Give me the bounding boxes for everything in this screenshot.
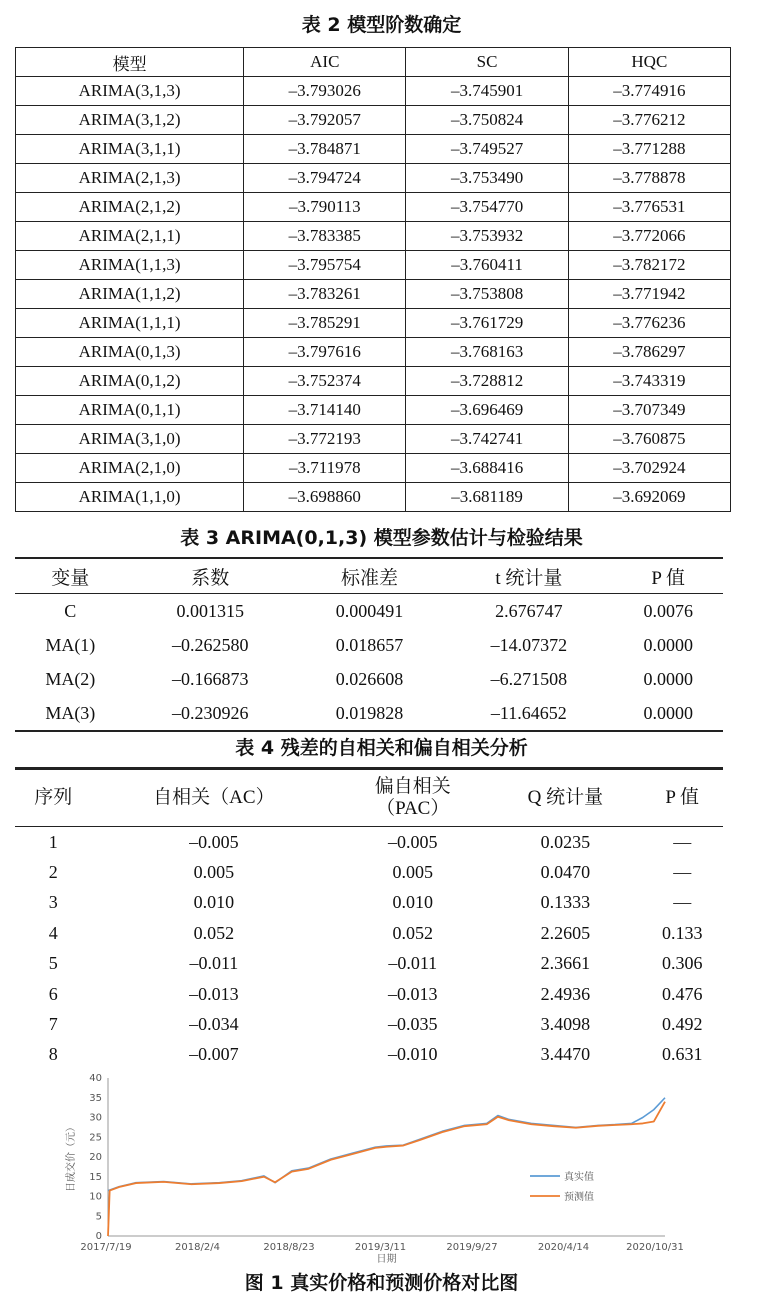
table2-cell: –3.790113 xyxy=(244,193,406,222)
table-row xyxy=(15,662,723,696)
y-tick-label: 10 xyxy=(89,1191,102,1203)
table4-cell: 1 xyxy=(48,831,58,852)
table4-cell: 0.0235 xyxy=(540,831,591,852)
table4-cell: 0.492 xyxy=(661,1014,703,1035)
table-row xyxy=(16,367,731,396)
table4-cell: 8 xyxy=(48,1044,58,1065)
table4-cell: 0.133 xyxy=(661,922,703,943)
table-row xyxy=(16,483,731,512)
table-row xyxy=(16,309,731,338)
table2-cell: ARIMA(0,1,2) xyxy=(16,367,244,396)
table2-cell: –3.785291 xyxy=(244,309,406,338)
table4-cell: 0.010 xyxy=(193,892,235,913)
table4-cell: — xyxy=(673,831,692,852)
table4-header-row xyxy=(15,769,723,827)
table4-header-cell: P 值 xyxy=(641,769,723,827)
table2-cell: –3.698860 xyxy=(244,483,406,512)
table4-cell: –0.007 xyxy=(189,1044,239,1065)
table-row xyxy=(16,193,731,222)
table-row xyxy=(16,425,731,454)
table4-cell: 2.2605 xyxy=(540,922,591,943)
table3-cell: 0.026608 xyxy=(335,668,404,689)
table2-cell: ARIMA(2,1,0) xyxy=(16,454,244,483)
table4-cell: 2 xyxy=(48,862,58,883)
table4-cell: 5 xyxy=(48,953,58,974)
table4-cell: 0.306 xyxy=(661,953,703,974)
table-row xyxy=(16,164,731,193)
table2-cell: –3.783261 xyxy=(244,280,406,309)
y-tick-label: 25 xyxy=(89,1132,102,1144)
table2-cell: –3.795754 xyxy=(244,251,406,280)
table2-cell: –3.714140 xyxy=(244,396,406,425)
table4-cell: 0.052 xyxy=(193,922,235,943)
y-tick-label: 0 xyxy=(95,1231,102,1242)
table2-cell: –3.776236 xyxy=(568,309,730,338)
table-row xyxy=(16,77,731,106)
table2-cell: –3.792057 xyxy=(244,106,406,135)
table2-cell: –3.794724 xyxy=(244,164,406,193)
table2-header-cell: AIC xyxy=(244,48,406,77)
x-tick-label: 2020/4/14 xyxy=(537,1242,590,1253)
table4-header-cell: 自相关（AC） xyxy=(92,769,337,827)
table2-cell: –3.745901 xyxy=(406,77,568,106)
table3-cell: –6.271508 xyxy=(490,668,568,689)
table-row xyxy=(15,918,723,948)
table-row xyxy=(16,338,731,367)
table4-cell: 0.1333 xyxy=(540,892,591,913)
table2-cell: –3.771288 xyxy=(568,135,730,164)
table2-cell: ARIMA(1,1,1) xyxy=(16,309,244,338)
table4-cell: 4 xyxy=(48,922,58,943)
table-row xyxy=(16,454,731,483)
y-tick-label: 35 xyxy=(89,1092,102,1104)
y-tick-label: 15 xyxy=(89,1171,102,1183)
x-tick-label: 2018/8/23 xyxy=(263,1242,315,1253)
table4-caption: 表 4 残差的自相关和偏自相关分析 xyxy=(235,737,528,759)
table4-residual-acf xyxy=(15,767,723,1070)
table2-cell: ARIMA(3,1,1) xyxy=(16,135,244,164)
y-tick-label: 40 xyxy=(89,1073,102,1084)
x-tick-label: 2019/3/11 xyxy=(354,1242,407,1253)
table2-cell: ARIMA(2,1,1) xyxy=(16,222,244,251)
table4-cell: 0.0470 xyxy=(540,862,591,883)
table3-cell: –0.230926 xyxy=(172,702,249,723)
table3-header-cell: 系数 xyxy=(126,558,295,594)
table2-cell: –3.753490 xyxy=(406,164,568,193)
table-row xyxy=(15,888,723,918)
y-tick-label: 20 xyxy=(89,1152,102,1163)
table2-cell: –3.754770 xyxy=(406,193,568,222)
table-row xyxy=(15,1040,723,1070)
table3-header-cell: 变量 xyxy=(15,558,126,594)
table-row xyxy=(15,594,723,629)
table-row xyxy=(16,222,731,251)
table3-header-cell: t 统计量 xyxy=(444,558,613,594)
table2-cell: ARIMA(1,1,2) xyxy=(16,280,244,309)
table2-cell: –3.761729 xyxy=(406,309,568,338)
table2-cell: –3.749527 xyxy=(406,135,568,164)
table4-cell: –0.010 xyxy=(387,1044,438,1065)
table3-cell: C xyxy=(64,600,77,621)
table4-header-cell: Q 统计量 xyxy=(489,769,641,827)
table2-cell: ARIMA(2,1,3) xyxy=(16,164,244,193)
table3-cell: 0.001315 xyxy=(176,600,244,621)
table-row xyxy=(16,135,731,164)
table4-cell: 3.4098 xyxy=(540,1014,591,1035)
table4-cell: –0.035 xyxy=(387,1014,438,1035)
table4-cell: 7 xyxy=(48,1014,58,1035)
table2-cell: ARIMA(3,1,2) xyxy=(16,106,244,135)
table2-header-cell: HQC xyxy=(568,48,730,77)
table4-cell: 0.010 xyxy=(392,892,433,913)
table4-cell: 0.476 xyxy=(661,983,703,1004)
table3-cell: 0.0000 xyxy=(643,634,693,655)
table-row xyxy=(15,949,723,979)
table4-cell: 0.631 xyxy=(661,1044,703,1065)
y-tick-label: 30 xyxy=(89,1112,102,1124)
table2-cell: –3.681189 xyxy=(406,483,568,512)
table3-cell: 2.676747 xyxy=(495,600,563,621)
table2-cell: ARIMA(1,1,0) xyxy=(16,483,244,512)
table4-cell: –0.013 xyxy=(189,983,239,1004)
figure1-caption: 图 1 真实价格和预测价格对比图 xyxy=(244,1272,519,1294)
table2-cell: –3.752374 xyxy=(244,367,406,396)
table-row xyxy=(15,827,723,858)
table-row xyxy=(15,979,723,1009)
table3-cell: –0.166873 xyxy=(172,668,249,689)
table2-cell: –3.778878 xyxy=(568,164,730,193)
table3-cell: 0.019828 xyxy=(335,702,404,723)
table2-cell: ARIMA(2,1,2) xyxy=(16,193,244,222)
table3-cell: 0.000491 xyxy=(335,600,404,621)
table4-cell: 3.4470 xyxy=(540,1044,591,1065)
table3-caption: 表 3 ARIMA(0,1,3) 模型参数估计与检验结果 xyxy=(180,527,583,549)
table2-cell: –3.768163 xyxy=(406,338,568,367)
table3-header-cell: P 值 xyxy=(613,558,723,594)
table2-cell: –3.782172 xyxy=(568,251,730,280)
table2-cell: –3.711978 xyxy=(244,454,406,483)
table-row xyxy=(15,696,723,731)
table3-cell: MA(2) xyxy=(45,668,96,689)
table4-cell: –0.005 xyxy=(189,831,239,852)
table4-cell: 2.4936 xyxy=(540,983,591,1004)
table4-cell: 6 xyxy=(48,983,58,1004)
table2-cell: –3.783385 xyxy=(244,222,406,251)
x-tick-label: 2018/2/4 xyxy=(175,1242,220,1253)
table2-cell: –3.707349 xyxy=(568,396,730,425)
table2-cell: ARIMA(3,1,0) xyxy=(16,425,244,454)
table4-cell: 0.005 xyxy=(193,862,235,883)
x-axis-title: 日期 xyxy=(376,1254,397,1264)
price-comparison-chart xyxy=(60,1068,710,1264)
table3-cell: 0.018657 xyxy=(335,634,404,655)
table2-cell: –3.688416 xyxy=(406,454,568,483)
legend-label: 预测值 xyxy=(564,1192,594,1203)
table4-cell: 0.052 xyxy=(392,922,433,943)
table2-cell: –3.786297 xyxy=(568,338,730,367)
table3-cell: MA(3) xyxy=(45,702,96,723)
table2-cell: ARIMA(3,1,3) xyxy=(16,77,244,106)
table3-cell: MA(1) xyxy=(45,634,96,655)
x-tick-label: 2017/7/19 xyxy=(80,1242,132,1253)
table2-cell: –3.753932 xyxy=(406,222,568,251)
table4-cell: — xyxy=(673,892,692,913)
table2-cell: –3.776531 xyxy=(568,193,730,222)
table2-cell: –3.776212 xyxy=(568,106,730,135)
table-row xyxy=(16,251,731,280)
table2-cell: –3.760875 xyxy=(568,425,730,454)
table2-cell: –3.772066 xyxy=(568,222,730,251)
legend-label: 真实值 xyxy=(564,1172,594,1183)
table3-cell: –14.07372 xyxy=(490,634,568,655)
table-row xyxy=(15,1009,723,1039)
x-tick-label: 2019/9/27 xyxy=(446,1242,498,1253)
table2-cell: –3.774916 xyxy=(568,77,730,106)
table3-cell: –11.64652 xyxy=(490,702,567,723)
y-axis-title: 日成交价（元） xyxy=(66,1122,77,1192)
table2-cell: –3.793026 xyxy=(244,77,406,106)
table3-parameter-estimates xyxy=(15,557,723,732)
table4-header-cell xyxy=(336,769,489,827)
table2-cell: ARIMA(0,1,3) xyxy=(16,338,244,367)
table4-header-pac-line2: （PAC） xyxy=(376,798,450,819)
table2-cell: –3.728812 xyxy=(406,367,568,396)
table4-header-cell: 序列 xyxy=(15,769,92,827)
table2-cell: –3.743319 xyxy=(568,367,730,396)
table2-cell: –3.750824 xyxy=(406,106,568,135)
table4-cell: 2.3661 xyxy=(540,953,591,974)
table2-cell: –3.784871 xyxy=(244,135,406,164)
table-row xyxy=(16,280,731,309)
table2-header-row xyxy=(16,48,731,77)
table4-cell: 0.005 xyxy=(392,862,433,883)
table2-cell: ARIMA(1,1,3) xyxy=(16,251,244,280)
table4-cell: –0.005 xyxy=(387,831,438,852)
table2-cell: –3.797616 xyxy=(244,338,406,367)
table3-header-cell: 标准差 xyxy=(295,558,444,594)
table2-cell: –3.760411 xyxy=(406,251,568,280)
table3-cell: –0.262580 xyxy=(172,634,249,655)
table4-header-pac-line1: 偏自相关 xyxy=(374,776,451,797)
table-row xyxy=(16,106,731,135)
table-row xyxy=(16,396,731,425)
series-line-pred xyxy=(108,1102,665,1236)
table2-cell: –3.696469 xyxy=(406,396,568,425)
table2-caption: 表 2 模型阶数确定 xyxy=(301,14,462,36)
table3-header-row xyxy=(15,558,723,594)
table2-cell: ARIMA(0,1,1) xyxy=(16,396,244,425)
table2-cell: –3.771942 xyxy=(568,280,730,309)
table4-cell: — xyxy=(673,862,692,883)
table3-cell: 0.0000 xyxy=(643,702,693,723)
table2-cell: –3.692069 xyxy=(568,483,730,512)
table4-cell: 3 xyxy=(48,892,58,913)
table-row xyxy=(15,857,723,887)
table2-cell: –3.742741 xyxy=(406,425,568,454)
table2-model-order xyxy=(15,47,731,512)
table2-cell: –3.702924 xyxy=(568,454,730,483)
table-row xyxy=(15,628,723,662)
table2-header-cell: 模型 xyxy=(16,48,244,77)
table2-header-cell: SC xyxy=(406,48,568,77)
table3-cell: 0.0000 xyxy=(643,668,693,689)
table4-cell: –0.011 xyxy=(189,953,239,974)
table4-cell: –0.013 xyxy=(387,983,438,1004)
y-tick-label: 5 xyxy=(95,1211,102,1223)
table3-cell: 0.0076 xyxy=(643,600,693,621)
table4-cell: –0.034 xyxy=(189,1014,239,1035)
x-tick-label: 2020/10/31 xyxy=(626,1242,684,1253)
table2-cell: –3.753808 xyxy=(406,280,568,309)
table2-cell: –3.772193 xyxy=(244,425,406,454)
table4-cell: –0.011 xyxy=(388,953,438,974)
